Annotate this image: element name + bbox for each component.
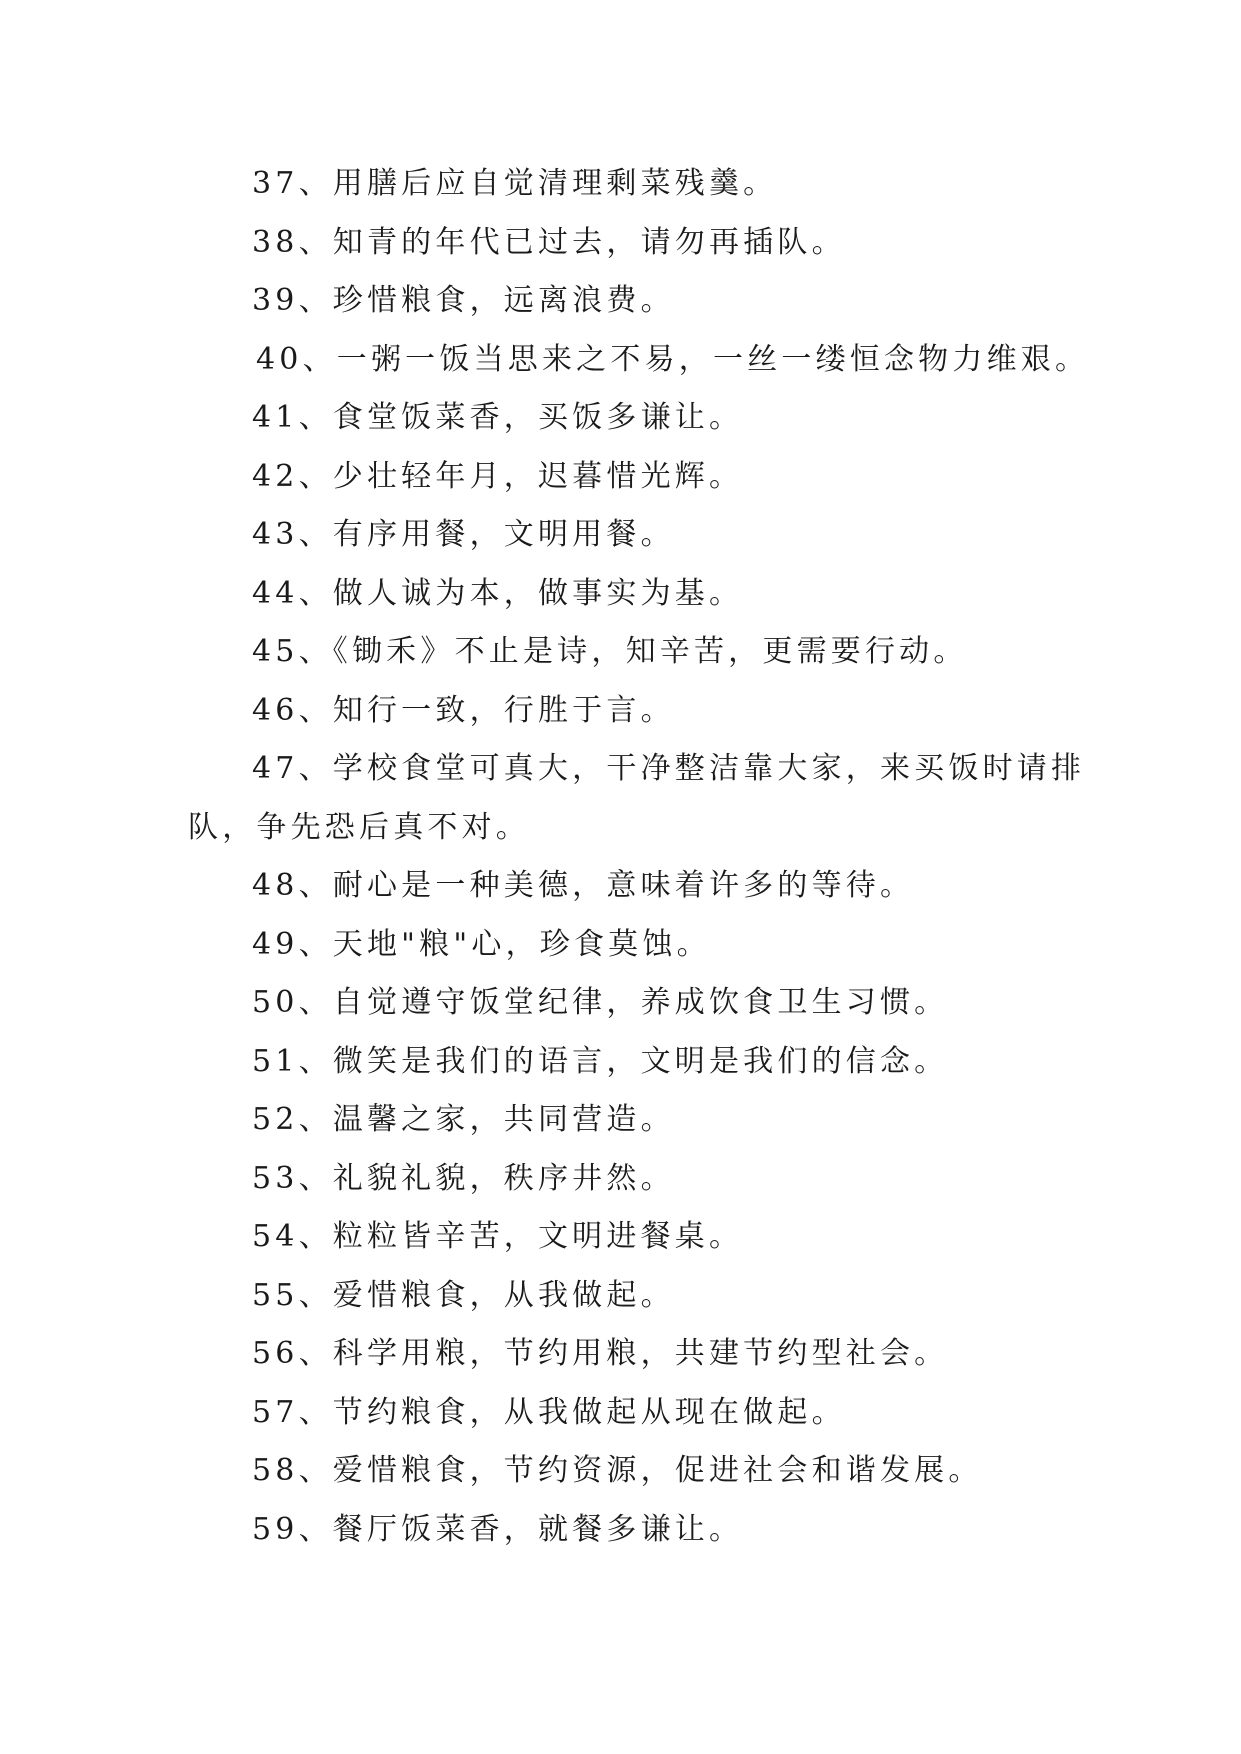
slogan-line-42: 42、少壮轻年月，迟暮惜光辉。 [252,458,744,494]
slogan-line-54: 54、粒粒皆辛苦，文明进餐桌。 [252,1219,744,1254]
slogan-line-43: 43、有序用餐，文明用餐。 [252,517,675,552]
slogan-line-46: 46、知行一致，行胜于言。 [252,692,675,728]
slogan-line-52: 52、温馨之家，共同营造。 [252,1102,675,1137]
slogan-line-50: 50、自觉遵守饭堂纪律，养成饮食卫生习惯。 [252,985,949,1020]
slogan-line-53: 53、礼貌礼貌，秩序井然。 [252,1160,675,1196]
slogan-line-44: 44、做人诚为本，做事实为基。 [252,575,744,611]
slogan-line-48: 48、耐心是一种美德，意味着许多的等待。 [252,868,915,903]
slogan-line-39: 39、珍惜粮食，远离浪费。 [252,283,675,318]
slogan-line-59: 59、餐厅饭菜香，就餐多谦让。 [252,1511,744,1547]
slogan-list [188,155,1108,1559]
slogan-line-55: 55、爱惜粮食，从我做起。 [252,1277,675,1313]
slogan-line-41: 41、食堂饭菜香，买饭多谦让。 [252,400,744,435]
slogan-line-57: 57、节约粮食，从我做起从现在做起。 [252,1394,846,1430]
slogan-line-40: 40、一粥一饭当思来之不易，一丝一缕恒念物力维艰。 [256,341,1090,377]
slogan-line-58: 58、爱惜粮食，节约资源，促进社会和谐发展。 [252,1453,983,1488]
slogan-line-49: 49、天地"粮"心，珍食莫蚀。 [252,926,711,962]
slogan-line-47-continued: 队，争先恐后真不对。 [188,809,530,845]
slogan-line-51: 51、微笑是我们的语言，文明是我们的信念。 [252,1043,949,1079]
slogan-line-38: 38、知青的年代已过去，请勿再插队。 [252,224,846,260]
slogan-line-45: 45、《锄禾》不止是诗，知辛苦，更需要行动。 [252,634,968,669]
slogan-line-37: 37、用膳后应自觉清理剩菜残羹。 [252,166,778,201]
slogan-line-56: 56、科学用粮，节约用粮，共建节约型社会。 [252,1336,949,1371]
slogan-line-47: 47、学校食堂可真大，干净整洁靠大家，来买饭时请排 [252,751,1086,786]
